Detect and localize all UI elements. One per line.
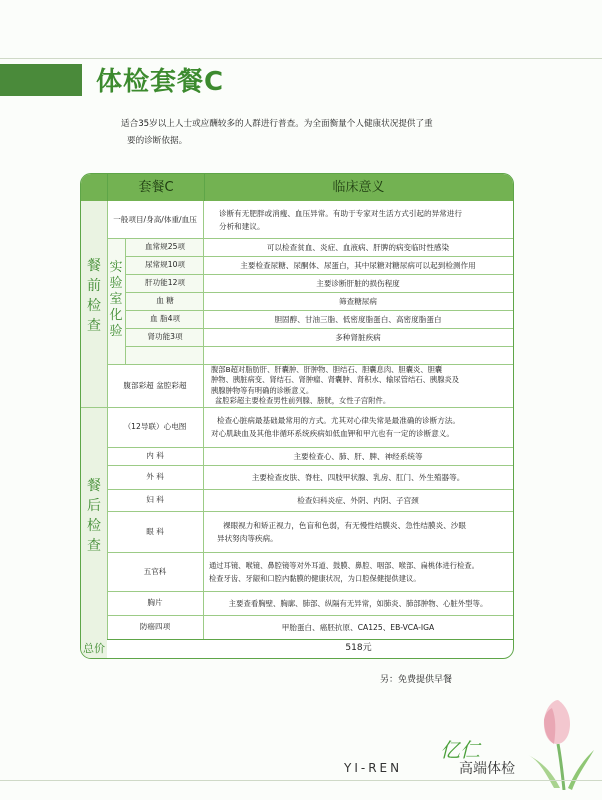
- table-row-item: [127, 238, 203, 256]
- item-label: 外 科: [146, 472, 164, 481]
- meaning-line: 对心肌缺血及其他非循环系统疾病如低血钾和甲亢也有一定的诊断意义。: [211, 429, 454, 438]
- item-label: 肝功能12项: [144, 278, 186, 287]
- total-row: [81, 639, 513, 658]
- item-label: 一般项目/身高/体重/血压: [113, 214, 197, 224]
- intro-line-1: 适合35岁以上人士或应酬较多的人群进行普查。为全面衡量个人健康状况提供了重: [121, 119, 433, 129]
- table-row-meaning: [207, 489, 509, 511]
- section-post-meal-text: 餐后检查: [87, 478, 101, 554]
- table-row-meaning: [217, 511, 507, 552]
- brand-logo-en: YI-REN: [344, 761, 403, 775]
- table-row-item: [109, 552, 201, 591]
- item-label: 肾功能3项: [147, 332, 183, 341]
- meaning-line: 分析和建议。: [219, 221, 265, 231]
- table-row-meaning: [219, 201, 504, 238]
- column-header-package: 套餐C: [107, 174, 205, 201]
- table-row-meaning: [207, 447, 509, 465]
- table-row-meaning: [207, 274, 509, 292]
- table-row-item: [109, 465, 201, 489]
- item-label: 内 科: [146, 451, 164, 460]
- table-row-item: [127, 328, 203, 346]
- table-row-meaning: [207, 292, 509, 310]
- item-label: 胸片: [147, 598, 163, 607]
- lab-section-label: [107, 260, 125, 340]
- meaning-line: 多种肾脏疾病: [335, 332, 381, 342]
- table-row-item: [109, 615, 201, 639]
- table-row-item: [109, 511, 201, 552]
- meaning-line: 检查牙齿、牙龈和口腔内黏膜的健康状况，为口腔保健提供建议。: [209, 573, 421, 583]
- item-label: 眼 科: [146, 526, 164, 536]
- meaning-line: 裸眼视力和矫正视力，色盲和色弱，有无慢性结膜炎、急性结膜炎、沙眼: [223, 520, 466, 530]
- meaning-line: 诊断有无肥胖或消瘦、血压异常。有助于专家对生活方式引起的异常进行: [219, 208, 462, 218]
- table-row-meaning: [209, 552, 509, 591]
- table-row-item: [127, 310, 203, 328]
- total-price: 518元: [345, 643, 372, 653]
- meaning-line: 筛查糖尿病: [339, 296, 377, 306]
- table-row-item: [127, 256, 203, 274]
- table-row-item: [109, 447, 201, 465]
- meaning-line: 通过耳镜、喉镜、鼻腔镜等对外耳道、鼓膜、鼻腔、咽部、喉部、扁桃体进行检查。: [209, 560, 479, 570]
- top-rule: [0, 58, 602, 59]
- item-label: 血 糖: [156, 296, 174, 305]
- package-table: [80, 173, 514, 659]
- table-row-item: [109, 364, 201, 407]
- meaning-line: 主要查看胸壁、胸廓、肺部、纵隔有无异常，如肺炎、肺部肿物、心脏外型等。: [228, 598, 488, 608]
- grid-hline: [125, 346, 513, 347]
- table-row-meaning: [207, 328, 509, 346]
- grid-vline-2: [203, 201, 204, 639]
- meaning-line: 主要检查皮肤、脊柱、四肢甲状腺、乳房、肛门、外生殖器等。: [251, 472, 465, 482]
- brand-logo-cn: 亿仁: [440, 738, 480, 762]
- table-row-item: [109, 489, 201, 511]
- table-row-item: [109, 407, 201, 447]
- meaning-line: 检查心脏病最基础最常用的方式。尤其对心律失常是最准确的诊断方法。: [217, 416, 460, 425]
- bottom-rule: [0, 780, 602, 781]
- meaning-line: 主要检查心、肺、肝、脾、神经系统等: [293, 451, 423, 461]
- meaning-line: 胆固醇、甘油三脂、低密度脂蛋白、高密度脂蛋白: [274, 314, 442, 324]
- item-label: 防癌四项: [139, 622, 171, 631]
- table-row-meaning: [207, 310, 509, 328]
- page-title: 体检套餐C: [96, 67, 225, 97]
- table-row-item: [109, 201, 201, 238]
- meaning-line: 主要诊断肝脏的损伤程度: [316, 278, 400, 288]
- breakfast-note: 另：免费提供早餐: [380, 675, 453, 685]
- table-row-meaning: [207, 238, 509, 256]
- item-label: 血 脂4项: [149, 314, 181, 323]
- section-pre-meal-label: [81, 256, 107, 336]
- intro-line-2: 要的诊断依据。: [127, 136, 188, 146]
- table-row-meaning: [211, 407, 509, 447]
- table-row-meaning: [207, 465, 509, 489]
- title-accent-bar: [0, 64, 82, 96]
- meaning-line: 肿物、胰脏病变、肾结石、肾肿瘤、肾囊肿、肾积水、输尿管结石、胰腺炎及: [211, 375, 460, 384]
- item-label: （12导联）心电图: [123, 422, 187, 431]
- brand-tagline: 高端体检: [459, 761, 515, 777]
- intro-text: [121, 116, 476, 150]
- tulip-illustration: [524, 700, 594, 790]
- item-label: 五官科: [143, 566, 167, 576]
- meaning-line: 主要检查尿糖、尿酮体、尿蛋白，其中尿糖对糖尿病可以起到检测作用: [240, 260, 476, 270]
- total-label: 总价: [81, 639, 107, 658]
- lab-section-text: 实验室化验: [109, 260, 123, 339]
- meaning-line: 异状努肉等疾病。: [217, 533, 278, 543]
- item-label: 妇 科: [146, 495, 164, 504]
- meaning-line: 盆腔彩超主要检查男性前列腺、膀胱，女性子宫附件。: [215, 396, 391, 405]
- item-label: 尿常规10项: [144, 260, 186, 269]
- meaning-line: 甲胎蛋白、癌胚抗原、CA125、EB-VCA-IGA: [281, 622, 435, 632]
- section-pre-meal-text: 餐前检查: [87, 258, 101, 334]
- table-row-item: [109, 591, 201, 615]
- table-row-meaning: [207, 256, 509, 274]
- table-row-item: [127, 292, 203, 310]
- table-row-meaning: [211, 364, 509, 407]
- column-header-meaning: 临床意义: [332, 180, 385, 195]
- table-row-item: [127, 274, 203, 292]
- table-row-meaning: [207, 591, 509, 615]
- item-label: 血常规25项: [144, 242, 186, 251]
- meaning-line: 可以检查贫血、炎症、血液病、肝脾的病变临时性感染: [266, 242, 450, 252]
- table-row-meaning: [207, 615, 509, 639]
- item-label: 腹部彩超 盆腔彩超: [123, 380, 187, 390]
- section-post-meal-label: [81, 476, 107, 556]
- meaning-line: 检查妇科炎症、外阴、内阴、子宫颈: [297, 495, 419, 505]
- table-header: [81, 174, 513, 201]
- meaning-line: 胰腺肿物等有明确的诊断意义。: [211, 385, 314, 395]
- grid-vline-1: [107, 201, 108, 639]
- meaning-line: 腹部B超对脂肪肝、肝囊肿、肝肿物、胆结石、胆囊息肉、胆囊炎、胆囊: [211, 364, 443, 374]
